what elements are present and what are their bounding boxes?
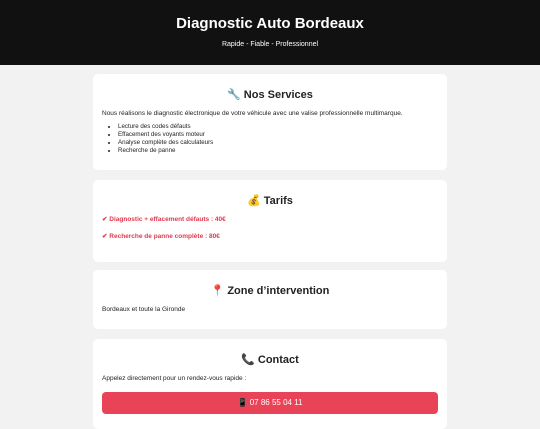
contact-card xyxy=(93,339,447,429)
zone-title: Zone d’intervention xyxy=(227,285,330,297)
site-tagline: Rapide - Fiable - Professionnel xyxy=(221,41,319,48)
price-item: ✔ Recherche de panne complète : 80€ xyxy=(102,233,220,240)
list-item: • Analyse complète des calculateurs xyxy=(118,139,438,147)
money-bag-icon: 💰 xyxy=(247,195,261,207)
phone-icon: 📞 xyxy=(241,354,255,366)
tarifs-heading xyxy=(102,194,438,207)
phone-number: 07 86 55 04 11 xyxy=(249,398,303,407)
list-item: • Effacement des voyants moteur xyxy=(118,131,438,139)
tarifs-title: Tarifs xyxy=(263,195,293,207)
services-card xyxy=(93,74,447,170)
services-list xyxy=(102,123,438,155)
pin-icon: 📍 xyxy=(210,285,225,297)
zone-card xyxy=(93,270,447,329)
list-item: • Recherche de panne xyxy=(118,147,438,155)
services-heading xyxy=(102,88,438,101)
site-title: Diagnostic Auto Bordeaux xyxy=(176,15,364,32)
contact-heading xyxy=(102,353,438,366)
price-item: ✔ Diagnostic + effacement défauts : 40€ xyxy=(102,216,226,223)
list-item: • Lecture des codes défauts xyxy=(118,123,438,131)
call-button[interactable] xyxy=(102,392,438,414)
check-icon: ✔ xyxy=(102,216,108,223)
contact-text: Appelez directement pour un rendez-vous rapide : xyxy=(102,375,247,382)
wrench-icon: 🔧 xyxy=(227,89,241,101)
tarifs-card xyxy=(93,180,447,262)
services-intro: Nous réalisons le diagnostic électronique de votre véhicule avec une valise professionnelle multimarque. xyxy=(102,110,403,117)
contact-title: Contact xyxy=(257,354,299,366)
site-header xyxy=(0,0,540,65)
check-icon: ✔ xyxy=(102,233,108,240)
zone-heading xyxy=(102,284,438,297)
mobile-phone-icon: 📱 xyxy=(237,398,248,407)
zone-text: Bordeaux et toute la Gironde xyxy=(102,306,186,313)
services-title: Nos Services xyxy=(243,89,313,101)
